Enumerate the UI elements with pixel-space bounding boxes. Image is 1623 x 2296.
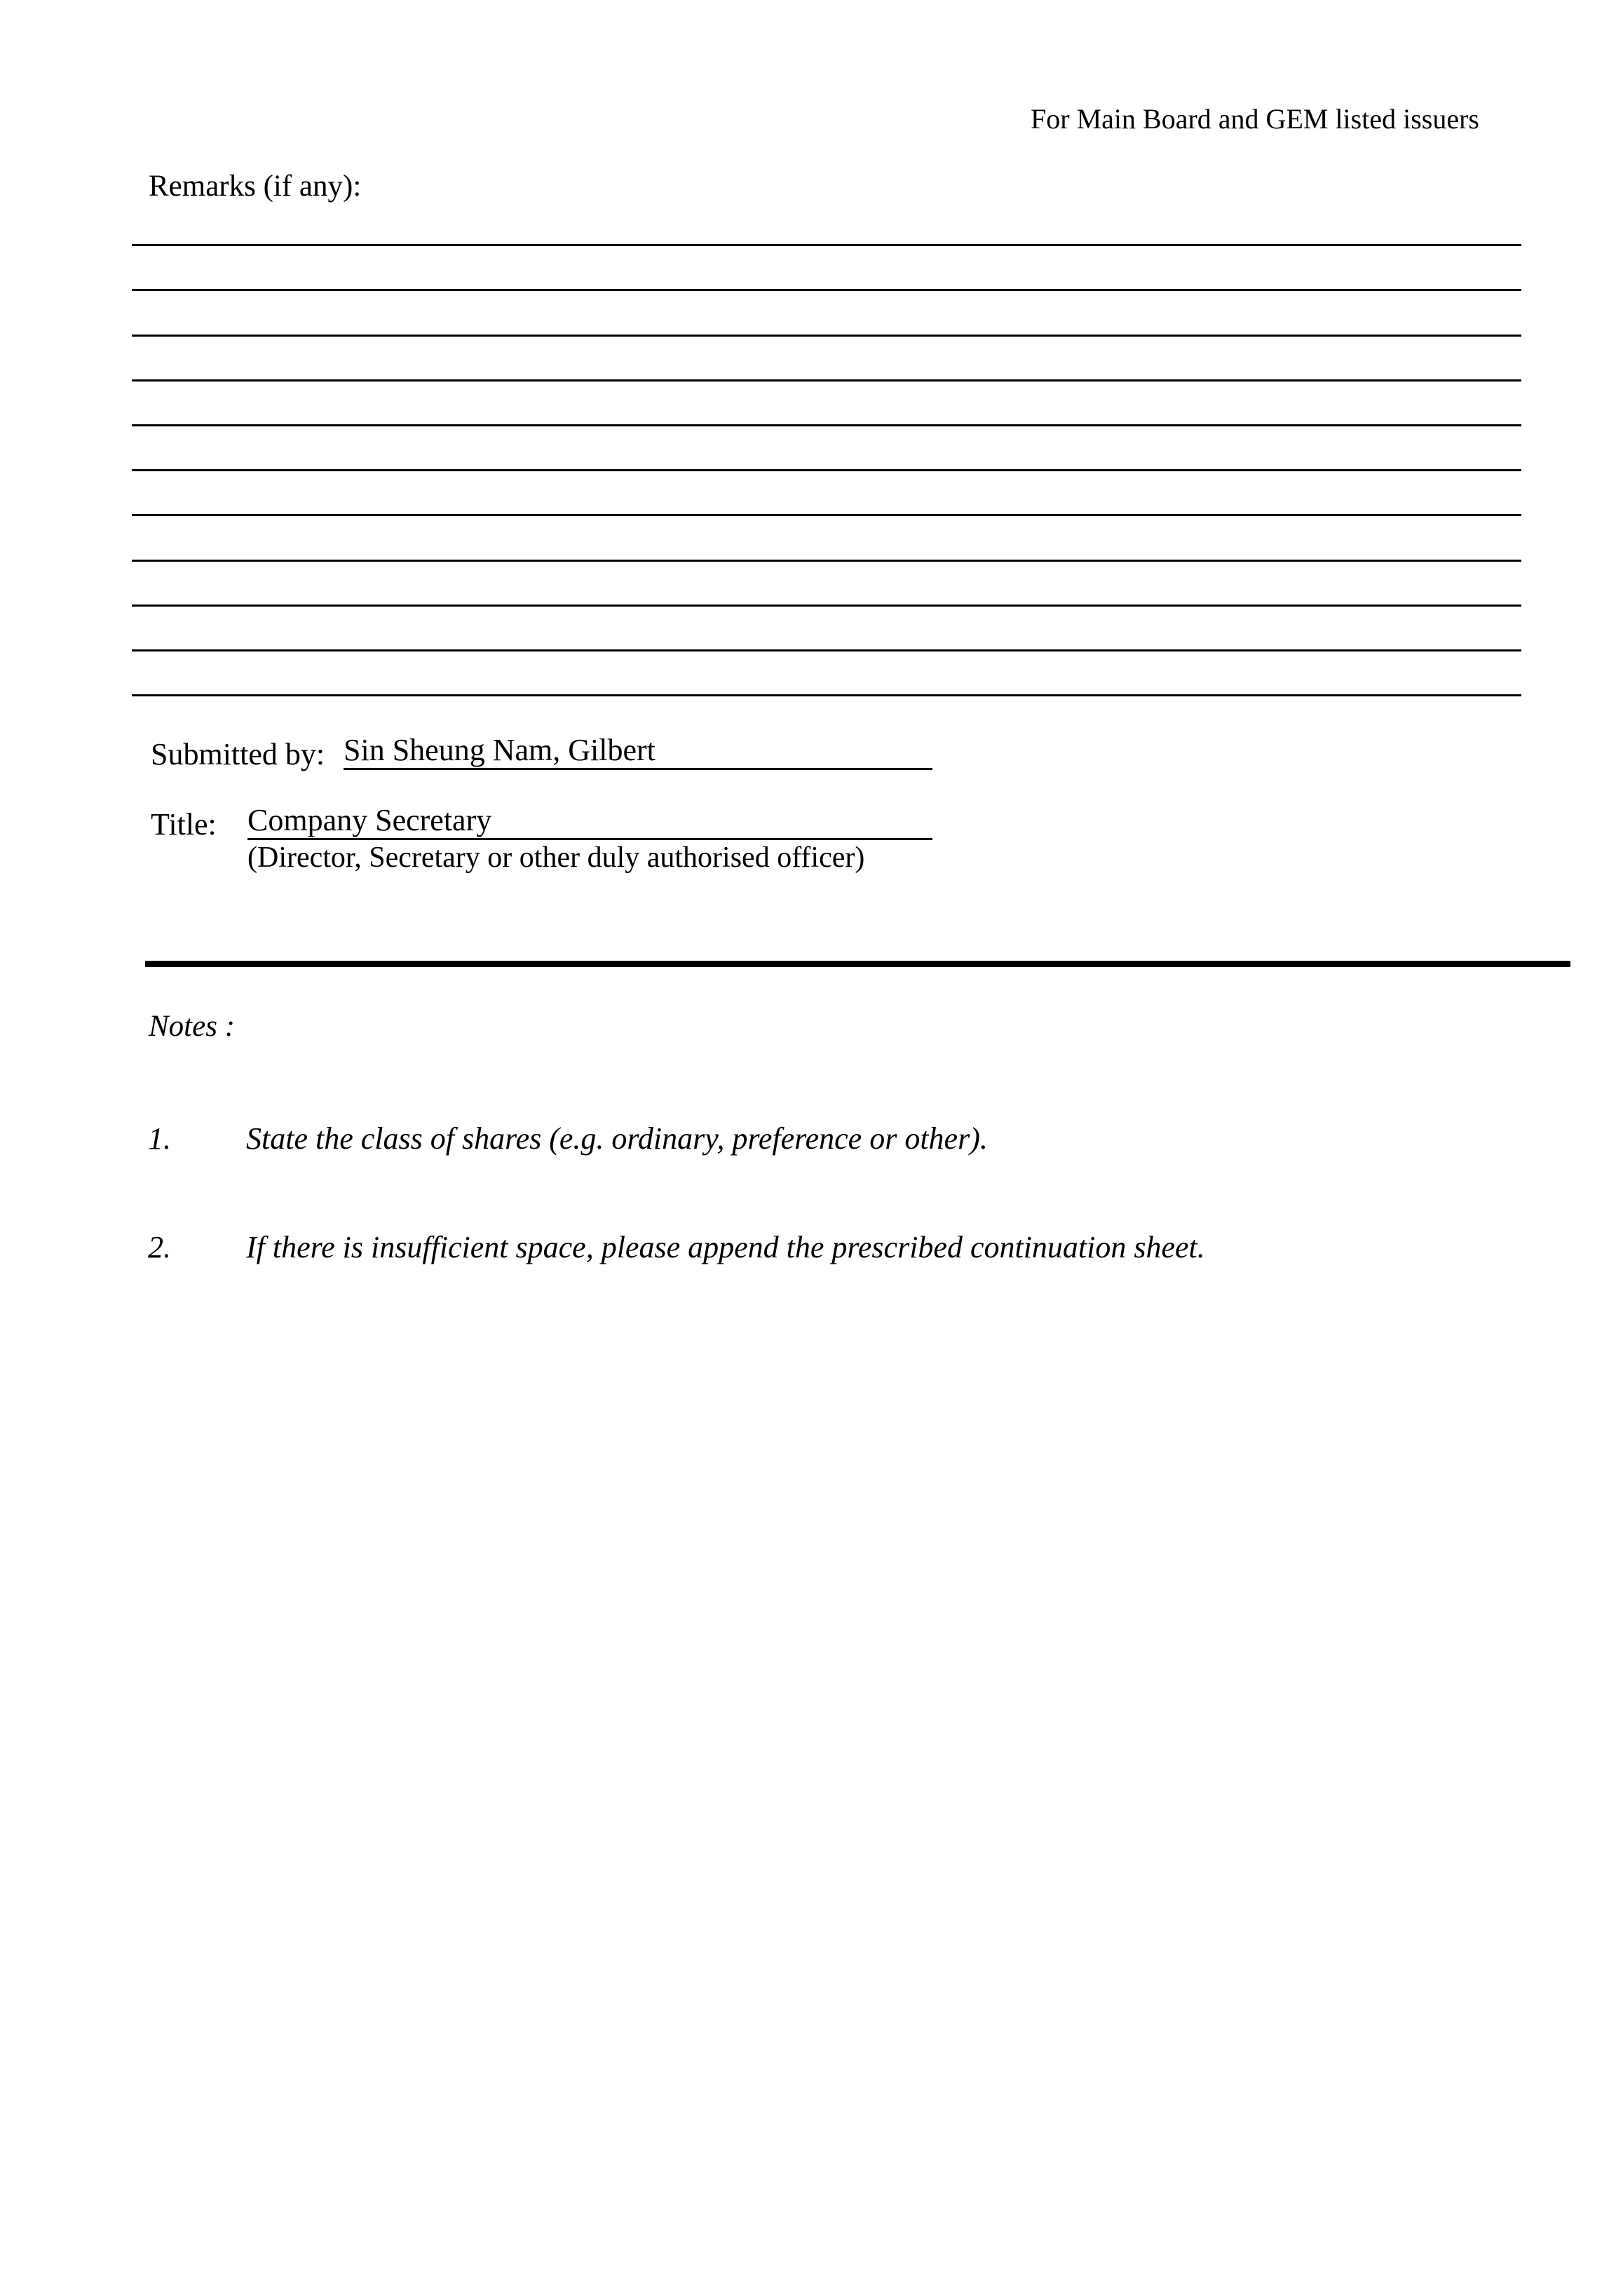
note-item — [148, 1121, 988, 1158]
remarks-ruled-line — [132, 337, 1521, 381]
notes-heading: Notes : — [149, 1010, 236, 1043]
remarks-ruled-line — [132, 562, 1521, 607]
remarks-ruled-line — [132, 607, 1521, 651]
remarks-write-in-area — [132, 201, 1521, 696]
title-row — [151, 805, 932, 840]
remarks-ruled-line — [132, 246, 1521, 291]
note-text: If there is insufficient space, please append the prescribed continuation sheet. — [246, 1230, 1205, 1264]
remarks-ruled-line — [132, 651, 1521, 696]
remarks-ruled-line — [132, 426, 1521, 471]
submitted-by-row — [151, 735, 932, 770]
header-note: For Main Board and GEM listed issuers — [1031, 103, 1479, 135]
submitted-by-value: Sin Sheung Nam, Gilbert — [344, 735, 932, 770]
note-text: State the class of shares (e.g. ordinary, preference or other). — [246, 1121, 988, 1156]
remarks-ruled-line — [132, 516, 1521, 561]
section-divider-rule — [145, 961, 1570, 967]
remarks-label: Remarks (if any): — [149, 170, 362, 203]
title-hint: (Director, Secretary or other duly authorised officer) — [247, 842, 865, 874]
note-number: 2. — [148, 1230, 171, 1264]
remarks-ruled-line — [132, 471, 1521, 516]
title-label: Title: — [151, 807, 217, 842]
note-item — [148, 1229, 1205, 1267]
title-value: Company Secretary — [247, 805, 932, 840]
remarks-ruled-line — [132, 291, 1521, 336]
submitted-by-label: Submitted by: — [151, 737, 325, 771]
remarks-ruled-line — [132, 381, 1521, 426]
note-number: 1. — [148, 1121, 171, 1156]
remarks-ruled-line — [132, 201, 1521, 246]
